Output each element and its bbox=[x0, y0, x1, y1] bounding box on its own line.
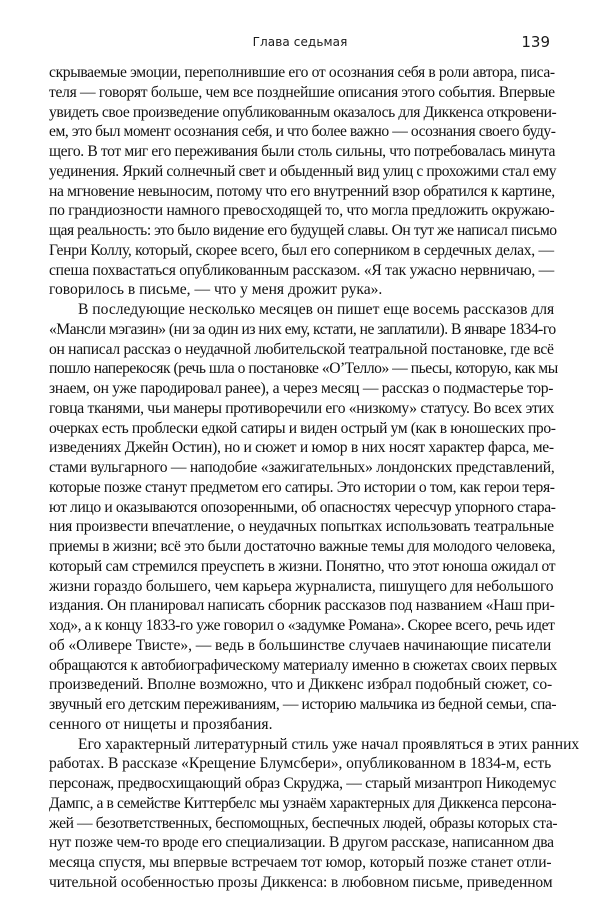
text-line: говорилось в письме, — что у меня дрожит рука». bbox=[49, 281, 383, 299]
text-line: звучный его детским переживаниям, — историю мальчика из бедной семьи, спа- bbox=[49, 696, 557, 713]
text-line: ем, это был момент осознания себя, и что более важно — осознания своего буду- bbox=[49, 123, 556, 141]
page-number: 139 bbox=[521, 33, 550, 51]
text-line: говца тканями, чьи манеры противоречили его «низкому» статусу. Во всех этих bbox=[49, 399, 555, 417]
paragraph bbox=[49, 735, 580, 893]
text-line: сенного от нищеты и прозябания. bbox=[49, 715, 273, 733]
text-line: В последующие несколько месяцев он пишет еще восемь рассказов для bbox=[78, 301, 555, 318]
text-line: ют лицо и оказываются опозоренными, об опасностях чересчур упорного стара- bbox=[49, 498, 556, 516]
text-line: ход», а к концу 1833-го уже говорил о «задумке Романа». Скорее всего, речь идет bbox=[49, 617, 555, 634]
text-line: на мгновение невыносим, потому что его внутренний взор обратился к картине, bbox=[49, 182, 555, 200]
text-line: знаем, он уже пародировал ранее), а через месяц — рассказ о подмастерье тор- bbox=[49, 380, 554, 397]
text-line: ния произвести впечатление, о неудачных попытках использовать театральные bbox=[49, 518, 554, 536]
text-line: спеша похвастаться опубликованным рассказом. «Я так ужасно нервничаю, — bbox=[49, 261, 555, 279]
text-line: стами вульгарного — наподобие «зажигательных» лондонских представлений, bbox=[49, 459, 555, 476]
running-header bbox=[0, 33, 600, 51]
text-line: теля — говорят больше, чем все позднейшие описания этого события. Впервые bbox=[49, 83, 555, 101]
text-line: жизни гораздо большего, чем карьера журналиста, пишущего для небольшого bbox=[49, 577, 554, 595]
text-line: изведениях Джейн Остин), но и сюжет и юмор в них носят характер фарса, ме- bbox=[49, 439, 554, 457]
text-line: Дампс, а в семействе Киттербелс мы узнаём характерных для Диккенса персона- bbox=[49, 794, 557, 812]
text-line: приемы в жизни; всё это были достаточно важные темы для молодого человека, bbox=[49, 538, 556, 555]
text-line: уединения. Яркий солнечный свет и обыденный вид улиц с прохожими стал ему bbox=[49, 162, 557, 180]
text-line: произведений. Вполне возможно, что и Диккенс избрал подобный сюжет, со- bbox=[49, 676, 553, 694]
text-line: скрываемые эмоции, переполнившие его от осознания себя в роли автора, писа- bbox=[49, 64, 555, 81]
text-line: Генри Коллу, который, скорее всего, был его соперником в сердечных делах, — bbox=[49, 241, 554, 259]
text-line: жей — безответственных, беспомощных, беспечных людей, образы которых ста- bbox=[49, 814, 558, 832]
text-line: месяца спустя, мы впервые встречаем тот юмор, который позже станет отли- bbox=[49, 854, 552, 871]
body-text bbox=[49, 63, 580, 893]
text-line: нут позже чем-то вроде его специализации. В другом рассказе, написанном два bbox=[49, 834, 554, 852]
text-line: персонаж, предвосхищающий образ Скруджа, — старый мизантроп Никодемус bbox=[49, 775, 557, 792]
text-line: по грандиозности намного превосходящей то, что могла предложить окружаю- bbox=[49, 202, 555, 220]
text-line: он написал рассказ о неудачной любительской театральной постановке, где всё bbox=[49, 340, 554, 358]
chapter-title: Глава седьмая bbox=[252, 35, 348, 49]
paragraph bbox=[49, 63, 557, 300]
text-line: Его характерный литературный стиль уже начал проявляться в этих ранних bbox=[78, 735, 580, 753]
text-line: щая реальность: это было видение его будущей славы. Он тут же написал письмо bbox=[49, 222, 557, 239]
text-line: об «Оливере Твисте», — ведь в большинстве случаев начинающие писатели bbox=[49, 636, 552, 654]
text-line: которые позже станут предметом его сатиры. Это истории о том, как герои теря- bbox=[49, 478, 555, 496]
text-line: работах. В рассказе «Крещение Блумсбери», опубликованном в 1834-м, есть bbox=[49, 755, 552, 773]
text-line: пошло наперекосяк (речь шла о постановке «О’Телло» — пьесы, которую, как мы bbox=[49, 360, 558, 378]
paragraph bbox=[49, 300, 558, 735]
text-line: обращаются к автобиографическому материалу именно в сюжетах своих первых bbox=[49, 656, 557, 674]
text-line: чительной особенностью прозы Диккенса: в любовном письме, приведенном bbox=[49, 873, 553, 891]
text-line: «Мансли мэгазин» (ни за один из них ему, кстати, не заплатили). В январе 1834-го bbox=[49, 320, 556, 338]
text-line: издания. Он планировал написать сборник рассказов под названием «Наш при- bbox=[49, 597, 555, 615]
text-line: увидеть свое произведение опубликованным оказалось для Диккенса откровени- bbox=[49, 103, 557, 121]
text-line: щего. В тот миг его переживания были столь сильны, что потребовалась минута bbox=[49, 143, 556, 160]
text-line: который сам стремился преуспеть в жизни. Понятно, что этот юноша ожидал от bbox=[49, 557, 556, 575]
text-line: очерках есть проблески едкой сатиры и виден острый ум (как в юношеских про- bbox=[49, 419, 556, 437]
